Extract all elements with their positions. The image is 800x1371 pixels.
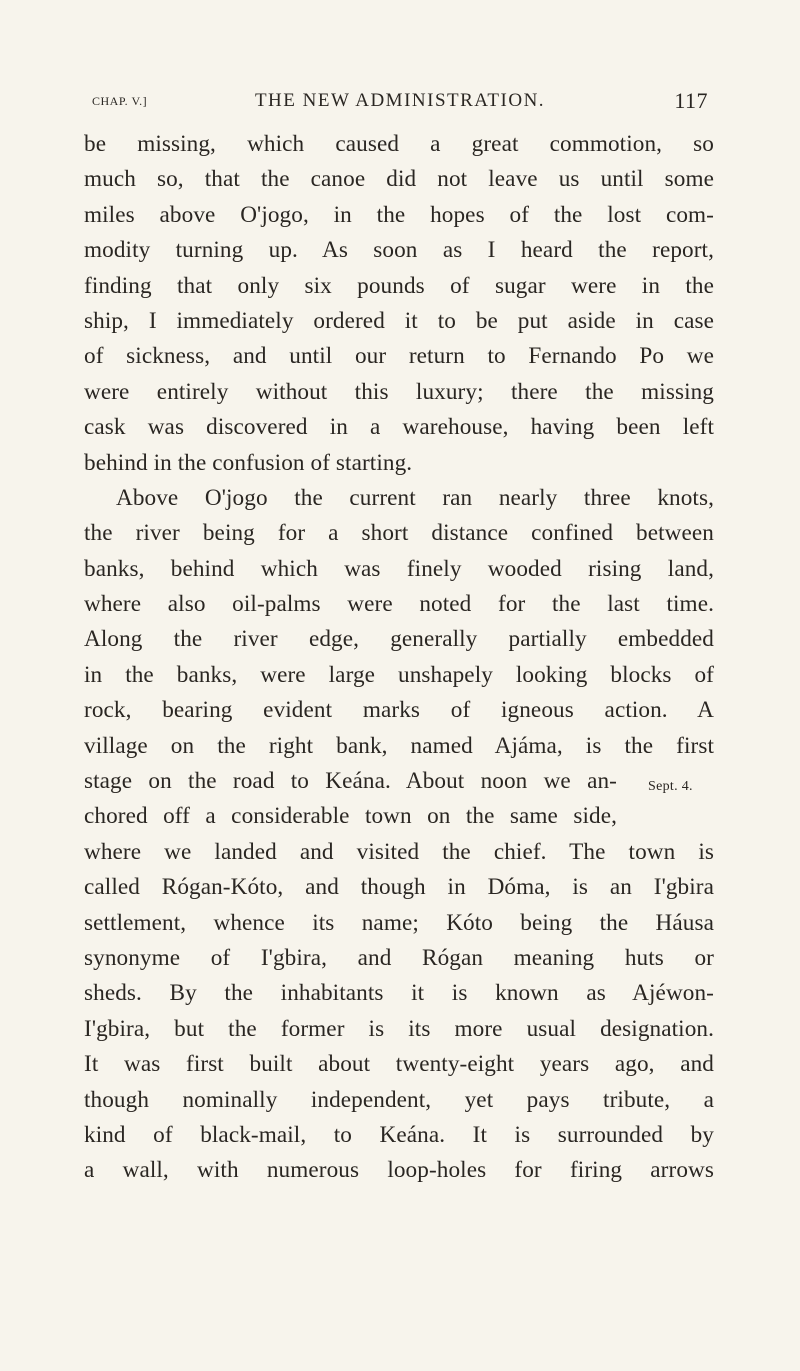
text-line: finding that only six pounds of sugar were in the bbox=[84, 272, 714, 299]
text-line: village on the right bank, named Ajáma, is the first bbox=[84, 732, 714, 759]
text-line: where we landed and visited the chief. The town is bbox=[84, 838, 714, 865]
text-line: the river being for a short distance confined between bbox=[84, 520, 714, 547]
text-line: where also oil-palms were noted for the last time. bbox=[84, 591, 714, 618]
text-line: I'gbira, but the former is its more usual designation. bbox=[84, 1015, 714, 1042]
text-line: synonyme of I'gbira, and Rógan meaning huts or bbox=[84, 944, 714, 971]
text-line: Above O'jogo the current ran nearly three knots, bbox=[116, 484, 714, 511]
text-line: miles above O'jogo, in the hopes of the lost com- bbox=[84, 201, 714, 228]
text-line: behind in the confusion of starting. bbox=[84, 449, 413, 476]
text-line: be missing, which caused a great commotion, so bbox=[84, 131, 714, 157]
text-line: were entirely without this luxury; there the missing bbox=[84, 378, 714, 405]
text-line: ship, I immediately ordered it to be put aside in case bbox=[84, 307, 714, 334]
text-line: rock, bearing evident marks of igneous action. A bbox=[84, 697, 714, 724]
chapter-title: THE NEW ADMINISTRATION. bbox=[254, 90, 546, 111]
running-head bbox=[92, 90, 708, 116]
text-line: of sickness, and until our return to Fernando Po we bbox=[84, 343, 714, 370]
page-number: 117 bbox=[674, 88, 708, 113]
text-line: modity turning up. As soon as I heard the report, bbox=[84, 237, 714, 264]
text-line: chored off a considerable town on the same side, bbox=[84, 803, 617, 830]
marginal-date-note: Sept. 4. bbox=[648, 779, 693, 794]
text-line: called Rógan-Kóto, and though in Dóma, is an I'gbira bbox=[84, 874, 714, 901]
text-line: cask was discovered in a warehouse, having been left bbox=[84, 414, 714, 441]
chapter-label: CHAP. V.] bbox=[92, 94, 148, 108]
text-line: a wall, with numerous loop-holes for firing arrows bbox=[84, 1157, 714, 1184]
text-line: stage on the road to Keána. About noon we an- bbox=[84, 768, 617, 795]
text-line: in the banks, were large unshapely looking blocks of bbox=[84, 661, 714, 688]
text-line: though nominally independent, yet pays tribute, a bbox=[84, 1086, 714, 1113]
text-line: sheds. By the inhabitants it is known as Ajéwon- bbox=[84, 980, 714, 1007]
text-line: kind of black-mail, to Keána. It is surrounded by bbox=[84, 1121, 714, 1148]
text-line: much so, that the canoe did not leave us until some bbox=[84, 166, 714, 193]
text-line: Along the river edge, generally partially embedded bbox=[84, 626, 714, 653]
text-line: settlement, whence its name; Kóto being the Háusa bbox=[84, 909, 714, 936]
text-line: It was first built about twenty-eight years ago, and bbox=[84, 1051, 714, 1078]
text-line: banks, behind which was finely wooded rising land, bbox=[84, 555, 714, 582]
body-text bbox=[84, 127, 714, 1189]
